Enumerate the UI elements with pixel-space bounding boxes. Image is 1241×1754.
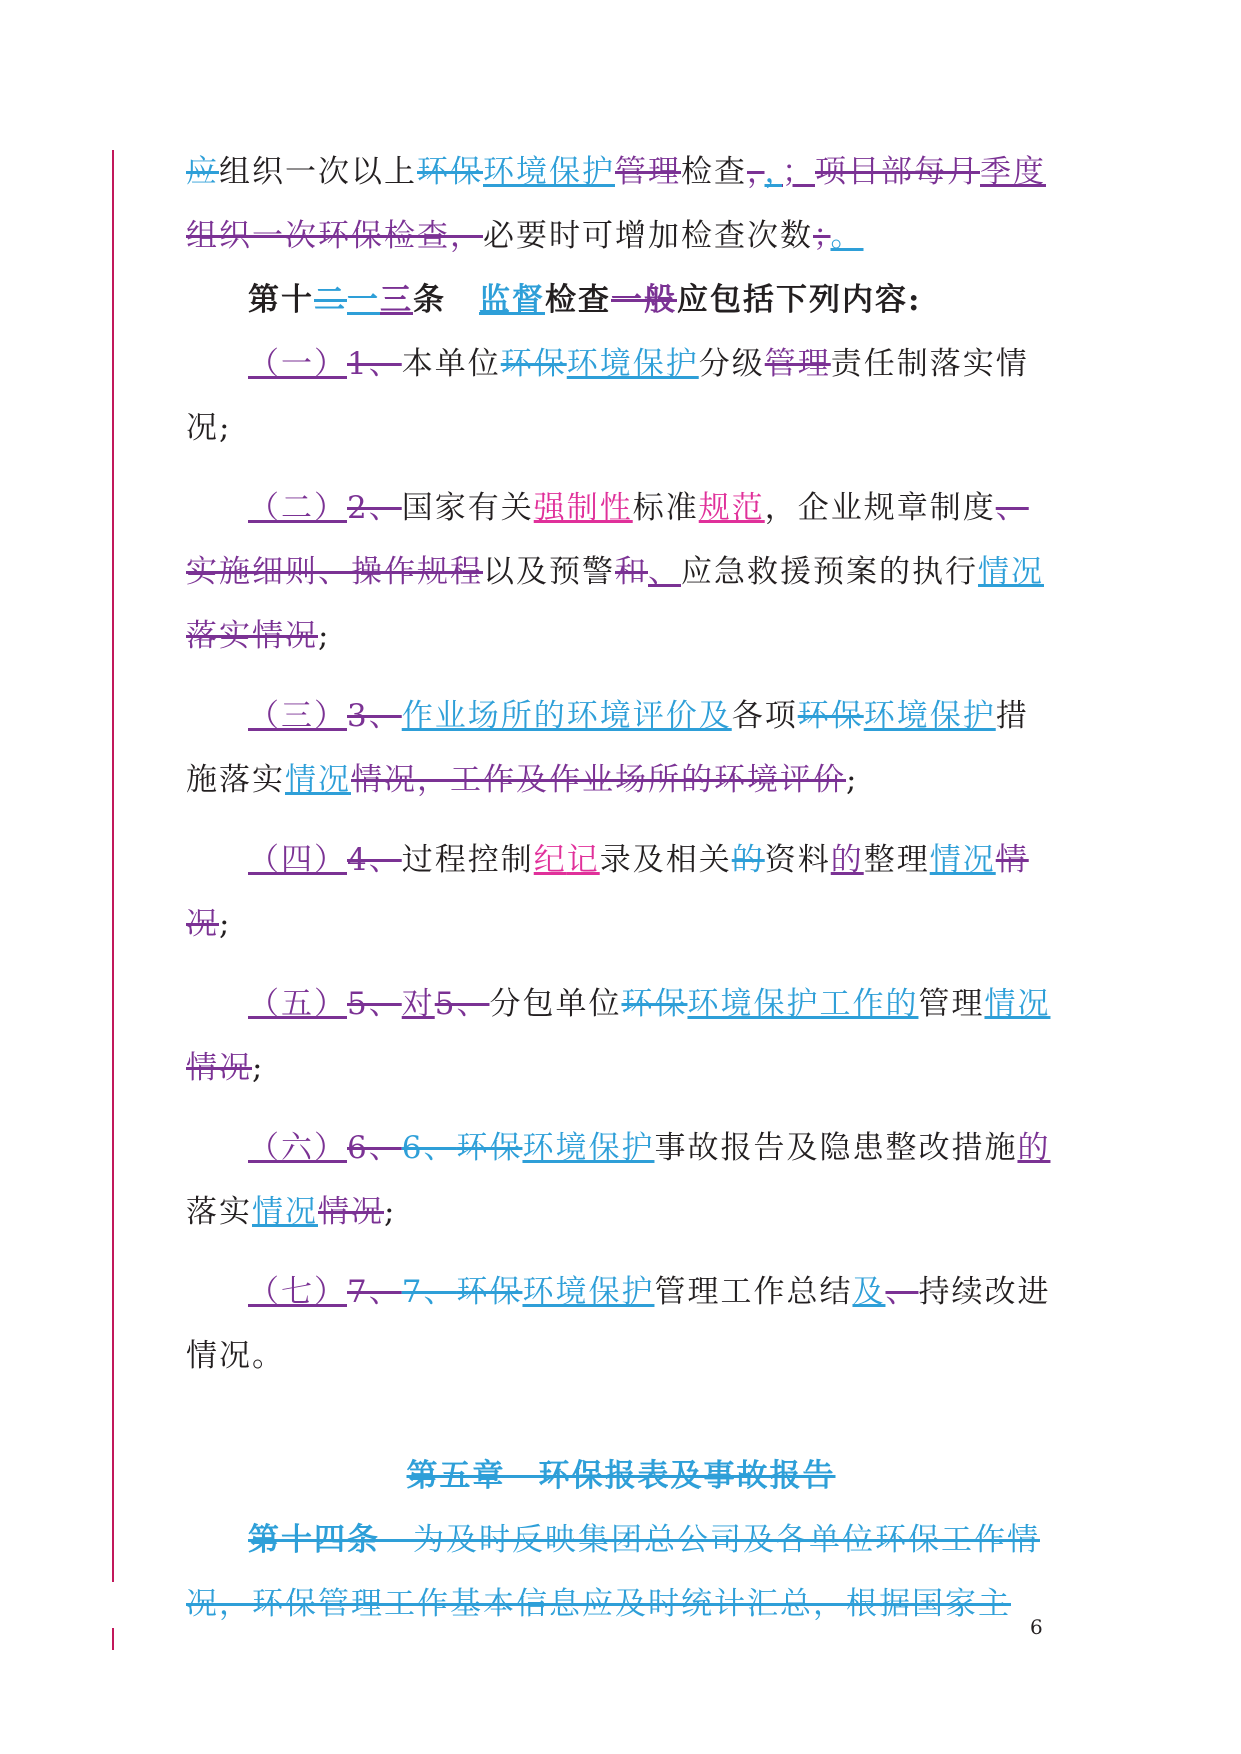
deleted-text: 情况，工作及作业场所的环境评价 [351,762,846,798]
text-run: 本单位 [401,346,501,382]
deleted-text: 2、 [347,490,402,526]
inserted-text: 一 [347,282,380,318]
deleted-text: 5、 [347,986,402,1022]
deleted-text: 情况 [186,1050,252,1086]
inserted-text: 环境保护工作的 [687,986,919,1022]
paragraph [186,476,1056,668]
text-run: 过程控制 [401,842,534,878]
text-run: 事故报告及隐患整改措施 [654,1130,1018,1166]
text-run: 分级 [698,346,765,382]
deleted-text: 项目部每月 [815,154,980,190]
text-run: 资料 [764,842,831,878]
inserted-text: 情况 [978,554,1044,590]
revision-bar [112,150,114,1582]
inserted-text: （六） [248,1130,347,1166]
inserted-text: 监督 [479,282,545,318]
deleted-text: 环保 [797,698,864,734]
deleted-text: 5、 [434,986,490,1022]
text-run: 必要时可增加检查次数 [483,218,813,254]
text-run: 管理 [918,986,985,1022]
text-run: 整理 [863,842,930,878]
deleted-text: 6、 [401,1130,457,1166]
text-run: 第十 [248,282,314,318]
text-run: ; [318,618,331,654]
inserted-text: 的 [1017,1130,1051,1166]
inserted-text: （五） [248,986,347,1022]
inserted-text: （一） [248,346,347,382]
text-run: ; [219,906,232,942]
deleted-text: 3、 [347,698,402,734]
deleted-text: 环保 [417,154,483,190]
inserted-text: 、 [648,554,681,590]
inserted-text: 环境保护 [566,346,699,382]
text-run: 以及预警 [483,554,615,590]
deleted-text: 管理 [615,154,681,190]
deleted-text: 7、 [401,1274,457,1310]
text-run: 各项 [731,698,798,734]
inserted-text: （三） [248,698,347,734]
inserted-text: 对 [401,986,435,1022]
deleted-text: 环保 [456,1274,523,1310]
inserted-text: 环境保护 [522,1274,655,1310]
paragraph [186,972,1056,1100]
inserted-text: 及 [852,1274,886,1310]
paragraph [186,1260,1056,1388]
deleted-text: 1、 [347,346,402,382]
deleted-text: 落实情况 [186,618,318,654]
inserted-text: 环境保护 [863,698,996,734]
text-run: 落实 [186,1194,252,1230]
text-run: ; [384,1194,397,1230]
text-run: ; [846,762,859,798]
inserted-text: ； [782,154,815,190]
deleted-text: 、 [885,1274,919,1310]
inserted-text: 三 [380,282,413,318]
inserted-text: 。 [830,218,864,254]
deleted-text: 应 [186,154,219,190]
text-run: 条 [413,282,479,318]
deleted-text: 6、 [347,1130,402,1166]
text-run: 检查 [681,154,747,190]
paragraph [186,1116,1056,1244]
paragraph [186,268,1056,332]
text-run: 措施落实 [186,698,1029,798]
inserted-text: ， [764,154,782,190]
deleted-text: 4、 [347,842,402,878]
text-run: 责任制落实情况; [186,346,1029,446]
paragraph [186,1444,1056,1508]
deleted-text: 情况 [318,1194,384,1230]
deleted-text: ， [747,154,765,190]
text-run: 应急救援预案的执行 [681,554,978,590]
text-run: ，企业规章制度 [764,490,996,526]
paragraph [186,140,1056,268]
deleted-text: 环保 [500,346,567,382]
text-run: 录及相关 [599,842,732,878]
revision-bar-bottom [112,1628,114,1650]
inserted-text: （七） [248,1274,347,1310]
inserted-text: （四） [248,842,347,878]
paragraph [186,684,1056,812]
inserted-text: 记 [566,842,600,878]
inserted-text: 季度 [980,154,1046,190]
deleted-text: 环保 [456,1130,523,1166]
inserted-text: 作业场所的环境评价及 [401,698,732,734]
deleted-text: 7、 [347,1274,402,1310]
deleted-text: 组织一次环保检查， [186,218,483,254]
deleted-text: 的 [731,842,765,878]
text-run: 国家有关 [401,490,534,526]
text-run: 标准 [632,490,699,526]
text-run: 检查 [545,282,611,318]
paragraph [186,828,1056,956]
deleted-text: 一般 [611,282,677,318]
page-number: 6 [1030,1615,1043,1639]
deleted-text: 管理 [764,346,831,382]
inserted-text: 的 [830,842,864,878]
deleted-text: 二 [314,282,347,318]
deleted-text: 为及时反映集团总公司及各单位环保工作情况，环保管理工作基本信息应及时统计汇总，根据国家主 [186,1522,1040,1622]
document-body [186,140,1056,1636]
deleted-text: 第五章 环保报表及事故报告 [406,1458,836,1494]
inserted-text: 情况 [984,986,1051,1022]
inserted-text: 情况 [285,762,351,798]
deleted-text: ； [813,218,831,254]
text-run: 应包括下列内容: [677,282,922,318]
deleted-text: 第十四条 [248,1522,413,1558]
inserted-text: 强制性 [533,490,633,526]
paragraph [186,1508,1056,1636]
deleted-text: 情况 [186,842,1029,942]
inserted-text: 规范 [698,490,765,526]
inserted-text: 环境保护 [483,154,615,190]
deleted-text: 和 [615,554,648,590]
paragraph [186,332,1056,460]
text-run: 持续改进情况。 [186,1274,1051,1374]
inserted-text: （二） [248,490,347,526]
text-run: ; [252,1050,265,1086]
text-run: 管理工作总结 [654,1274,853,1310]
inserted-text: 纪 [533,842,567,878]
text-run: 分包单位 [489,986,622,1022]
inserted-text: 情况 [929,842,996,878]
deleted-text: 、实施细则、操作规程 [186,490,1029,590]
inserted-text: 情况 [252,1194,318,1230]
inserted-text: 环境保护 [522,1130,655,1166]
text-run: 组织一次以上 [219,154,417,190]
deleted-text: 环保 [621,986,688,1022]
